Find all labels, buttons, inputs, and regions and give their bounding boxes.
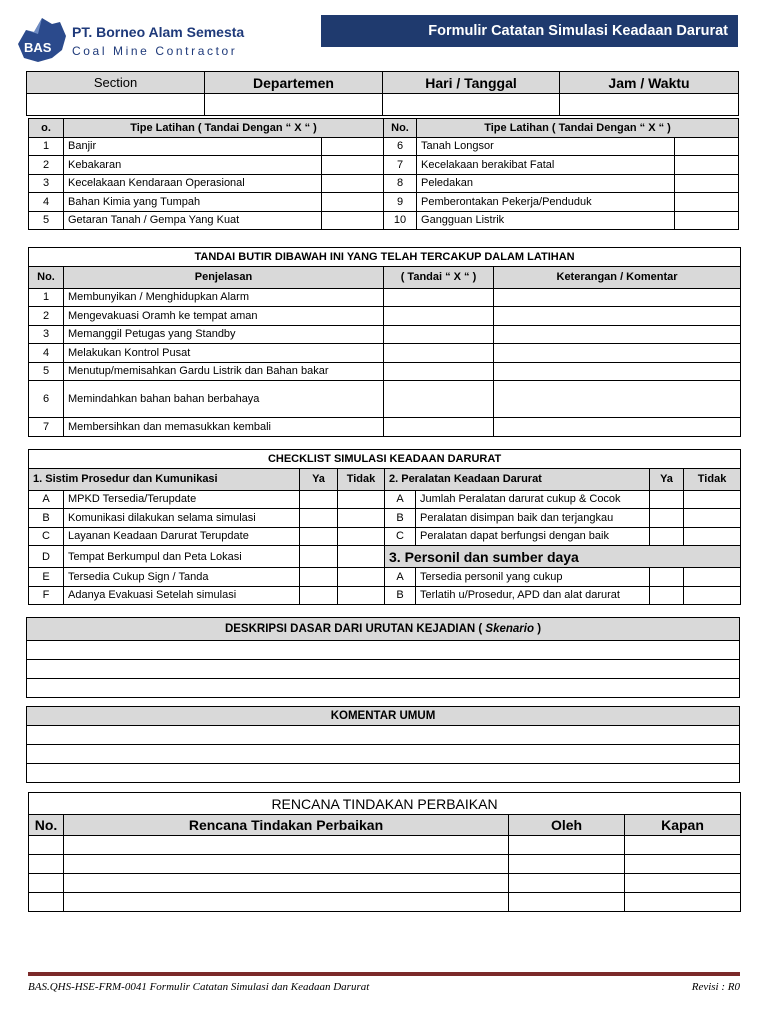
- item-text: MPKD Tersedia/Terupdate: [64, 490, 300, 509]
- row-number: 1: [29, 288, 64, 307]
- row-number: 6: [29, 381, 64, 418]
- checklist-table: [28, 449, 741, 605]
- sec3-header: 3. Personil dan sumber daya: [385, 546, 741, 568]
- kapan-cell[interactable]: [625, 855, 741, 874]
- kapan-cell[interactable]: [625, 836, 741, 855]
- drill-type: Tanah Longsor: [417, 137, 675, 156]
- row-number: 1: [29, 137, 64, 156]
- logo-lettering: BAS: [24, 40, 52, 55]
- row-number: 3: [29, 174, 64, 193]
- drill-type: Pemberontakan Pekerja/Penduduk: [417, 193, 675, 212]
- table-row: [29, 307, 741, 326]
- ya-cell[interactable]: [650, 586, 684, 605]
- item-text: Terlatih u/Prosedur, APD dan alat darurat: [416, 586, 650, 605]
- keterangan-header: Keterangan / Komentar: [494, 266, 741, 288]
- sec2-header: 2. Peralatan Keadaan Darurat: [385, 468, 650, 490]
- mark-cell[interactable]: [384, 307, 494, 326]
- rencana-cell[interactable]: [64, 893, 509, 912]
- deskripsi-line[interactable]: [27, 679, 740, 698]
- departemen-header: Departemen: [205, 72, 383, 94]
- section-header: Section: [27, 72, 205, 94]
- drill-type: Kebakaran: [64, 156, 322, 175]
- no-header-right: No.: [384, 119, 417, 138]
- rencana-cell[interactable]: [64, 874, 509, 893]
- no-cell[interactable]: [29, 874, 64, 893]
- table-row: [29, 137, 739, 156]
- item-key: A: [385, 568, 416, 587]
- ya-cell[interactable]: [650, 509, 684, 528]
- tipe-header-left: Tipe Latihan ( Tandai Dengan “ X “ ): [64, 119, 384, 138]
- item-text: Memindahkan bahan bahan berbahaya: [64, 381, 384, 418]
- table-row: [29, 836, 741, 855]
- time-header: Jam / Waktu: [560, 72, 739, 94]
- tidak-header: Tidak: [684, 468, 741, 490]
- table-row: [29, 418, 741, 437]
- table-row: [29, 288, 741, 307]
- mark-cell[interactable]: [384, 344, 494, 363]
- table-row: [29, 586, 741, 605]
- item-text: Layanan Keadaan Darurat Terupdate: [64, 527, 300, 546]
- rencana-table: [28, 792, 741, 912]
- mark-cell[interactable]: [384, 381, 494, 418]
- item-key: D: [29, 546, 64, 568]
- deskripsi-line[interactable]: [27, 641, 740, 660]
- footer-divider: [28, 972, 740, 976]
- departemen-field[interactable]: [205, 94, 383, 116]
- table-row: [29, 344, 741, 363]
- mark-cell[interactable]: [675, 137, 739, 156]
- row-number: 7: [29, 418, 64, 437]
- table-row: [29, 855, 741, 874]
- row-number: 3: [29, 325, 64, 344]
- ya-cell[interactable]: [300, 586, 338, 605]
- rencana-cell[interactable]: [64, 855, 509, 874]
- mark-cell[interactable]: [675, 211, 739, 230]
- time-field[interactable]: [560, 94, 739, 116]
- tipe-latihan-table: [28, 118, 739, 230]
- item-key: A: [385, 490, 416, 509]
- item-key: F: [29, 586, 64, 605]
- item-key: B: [385, 509, 416, 528]
- section-field[interactable]: [27, 94, 205, 116]
- deskripsi-table: [26, 617, 740, 698]
- drill-type: Peledakan: [417, 174, 675, 193]
- sec1-header: 1. Sistim Prosedur dan Kumunikasi: [29, 468, 300, 490]
- tidak-cell[interactable]: [338, 546, 385, 568]
- tidak-cell[interactable]: [338, 490, 385, 509]
- drill-type: Banjir: [64, 137, 322, 156]
- row-number: 5: [29, 211, 64, 230]
- date-field[interactable]: [383, 94, 560, 116]
- table-row: [29, 193, 739, 212]
- ya-cell[interactable]: [300, 568, 338, 587]
- row-number: 2: [29, 156, 64, 175]
- comment-cell[interactable]: [494, 362, 741, 381]
- form-title: Formulir Catatan Simulasi Keadaan Darurat: [321, 15, 738, 47]
- ya-cell[interactable]: [300, 527, 338, 546]
- mark-cell[interactable]: [384, 325, 494, 344]
- mark-cell[interactable]: [675, 193, 739, 212]
- company-tagline: Coal Mine Contractor: [72, 44, 238, 58]
- komentar-line[interactable]: [27, 745, 740, 764]
- rencana-caption: RENCANA TINDAKAN PERBAIKAN: [29, 793, 741, 815]
- row-number: 7: [384, 156, 417, 175]
- row-number: 4: [29, 344, 64, 363]
- table-row: [29, 568, 741, 587]
- oleh-cell[interactable]: [509, 874, 625, 893]
- komentar-line[interactable]: [27, 764, 740, 783]
- item-key: A: [29, 490, 64, 509]
- item-text: Peralatan disimpan baik dan terjangkau: [416, 509, 650, 528]
- mark-cell[interactable]: [322, 211, 384, 230]
- mark-header: ( Tandai “ X “ ): [384, 266, 494, 288]
- ya-cell[interactable]: [300, 509, 338, 528]
- ya-cell[interactable]: [650, 527, 684, 546]
- row-number: 5: [29, 362, 64, 381]
- rencana-header: Rencana Tindakan Perbaikan: [64, 815, 509, 836]
- item-key: B: [29, 509, 64, 528]
- tidak-cell[interactable]: [338, 527, 385, 546]
- table-row: [29, 362, 741, 381]
- komentar-line[interactable]: [27, 726, 740, 745]
- item-text: Membunyikan / Menghidupkan Alarm: [64, 288, 384, 307]
- kapan-header: Kapan: [625, 815, 741, 836]
- drill-type: Kecelakaan Kendaraan Operasional: [64, 174, 322, 193]
- komentar-table: [26, 706, 740, 783]
- kapan-cell[interactable]: [625, 893, 741, 912]
- ya-header: Ya: [300, 468, 338, 490]
- kapan-cell[interactable]: [625, 874, 741, 893]
- comment-cell[interactable]: [494, 344, 741, 363]
- mark-cell[interactable]: [322, 193, 384, 212]
- tidak-cell[interactable]: [684, 586, 741, 605]
- drill-type: Getaran Tanah / Gempa Yang Kuat: [64, 211, 322, 230]
- company-name: PT. Borneo Alam Semesta: [72, 24, 245, 40]
- oleh-cell[interactable]: [509, 893, 625, 912]
- comment-cell[interactable]: [494, 288, 741, 307]
- penjelasan-header: Penjelasan: [64, 266, 384, 288]
- row-number: 8: [384, 174, 417, 193]
- item-key: C: [385, 527, 416, 546]
- table-row: [29, 325, 741, 344]
- comment-cell[interactable]: [494, 307, 741, 326]
- mark-cell[interactable]: [384, 418, 494, 437]
- tidak-cell[interactable]: [338, 586, 385, 605]
- item-key: E: [29, 568, 64, 587]
- item-text: Peralatan dapat berfungsi dengan baik: [416, 527, 650, 546]
- row-number: 10: [384, 211, 417, 230]
- footer-revision: Revisi : R0: [691, 981, 740, 993]
- item-text: Tempat Berkumpul dan Peta Lokasi: [64, 546, 300, 568]
- table-row: [29, 546, 741, 568]
- deskripsi-caption-italic: Skenario: [485, 623, 534, 635]
- info-table: [26, 71, 739, 116]
- item-text: Tersedia personil yang cukup: [416, 568, 650, 587]
- drill-type: Gangguan Listrik: [417, 211, 675, 230]
- deskripsi-line[interactable]: [27, 660, 740, 679]
- table-row: [29, 156, 739, 175]
- mark-cell[interactable]: [384, 362, 494, 381]
- table-row: [29, 509, 741, 528]
- oleh-cell[interactable]: [509, 855, 625, 874]
- table-row: [29, 874, 741, 893]
- ya-cell[interactable]: [650, 490, 684, 509]
- date-header: Hari / Tanggal: [383, 72, 560, 94]
- mark-cell[interactable]: [322, 156, 384, 175]
- item-text: Melakukan Kontrol Pusat: [64, 344, 384, 363]
- tidak-cell[interactable]: [684, 490, 741, 509]
- deskripsi-caption: [27, 618, 740, 641]
- item-text: Tersedia Cukup Sign / Tanda: [64, 568, 300, 587]
- row-number: 4: [29, 193, 64, 212]
- tidak-cell[interactable]: [684, 509, 741, 528]
- ya-cell[interactable]: [650, 568, 684, 587]
- mark-cell[interactable]: [322, 174, 384, 193]
- item-text: Jumlah Peralatan darurat cukup & Cocok: [416, 490, 650, 509]
- item-text: Adanya Evakuasi Setelah simulasi: [64, 586, 300, 605]
- table-row: [29, 211, 739, 230]
- tidak-cell[interactable]: [338, 509, 385, 528]
- table-row: [29, 381, 741, 418]
- table-row: [29, 174, 739, 193]
- table-row: [29, 490, 741, 509]
- item-text: Mengevakuasi Oramh ke tempat aman: [64, 307, 384, 326]
- no-header: No.: [29, 266, 64, 288]
- deskripsi-caption-pre: DESKRIPSI DASAR DARI URUTAN KEJADIAN (: [224, 623, 486, 635]
- drill-type: Bahan Kimia yang Tumpah: [64, 193, 322, 212]
- company-logo: [12, 10, 70, 66]
- mark-cell[interactable]: [322, 137, 384, 156]
- comment-cell[interactable]: [494, 325, 741, 344]
- drill-type: Kecelakaan berakibat Fatal: [417, 156, 675, 175]
- row-number: 9: [384, 193, 417, 212]
- ya-cell[interactable]: [300, 546, 338, 568]
- komentar-caption: KOMENTAR UMUM: [27, 707, 740, 726]
- comment-cell[interactable]: [494, 418, 741, 437]
- tipe-header-right: Tipe Latihan ( Tandai Dengan “ X “ ): [417, 119, 739, 138]
- item-text: Komunikasi dilakukan selama simulasi: [64, 509, 300, 528]
- mark-cell[interactable]: [675, 174, 739, 193]
- item-text: Membersihkan dan memasukkan kembali: [64, 418, 384, 437]
- tidak-cell[interactable]: [684, 527, 741, 546]
- row-number: 2: [29, 307, 64, 326]
- ya-header: Ya: [650, 468, 684, 490]
- table-row: [29, 893, 741, 912]
- ya-cell[interactable]: [300, 490, 338, 509]
- no-cell[interactable]: [29, 836, 64, 855]
- no-cell[interactable]: [29, 855, 64, 874]
- item-key: C: [29, 527, 64, 546]
- tidak-cell[interactable]: [338, 568, 385, 587]
- butir-table: [28, 247, 741, 437]
- comment-cell[interactable]: [494, 381, 741, 418]
- footer-doc-code: BAS.QHS-HSE-FRM-0041 Formulir Catatan Simulasi dan Keadaan Darurat: [28, 981, 370, 993]
- oleh-header: Oleh: [509, 815, 625, 836]
- tidak-cell[interactable]: [684, 568, 741, 587]
- item-key: B: [385, 586, 416, 605]
- deskripsi-caption-post: ): [534, 623, 542, 635]
- no-header-left: o.: [29, 119, 64, 138]
- checklist-caption: CHECKLIST SIMULASI KEADAAN DARURAT: [29, 450, 741, 469]
- butir-caption: TANDAI BUTIR DIBAWAH INI YANG TELAH TERCAKUP DALAM LATIHAN: [29, 248, 741, 267]
- item-text: Memanggil Petugas yang Standby: [64, 325, 384, 344]
- no-header: No.: [29, 815, 64, 836]
- oleh-cell[interactable]: [509, 836, 625, 855]
- item-text: Menutup/memisahkan Gardu Listrik dan Bahan bakar: [64, 362, 384, 381]
- rencana-cell[interactable]: [64, 836, 509, 855]
- row-number: 6: [384, 137, 417, 156]
- mark-cell[interactable]: [675, 156, 739, 175]
- no-cell[interactable]: [29, 893, 64, 912]
- table-row: [29, 527, 741, 546]
- mark-cell[interactable]: [384, 288, 494, 307]
- tidak-header: Tidak: [338, 468, 385, 490]
